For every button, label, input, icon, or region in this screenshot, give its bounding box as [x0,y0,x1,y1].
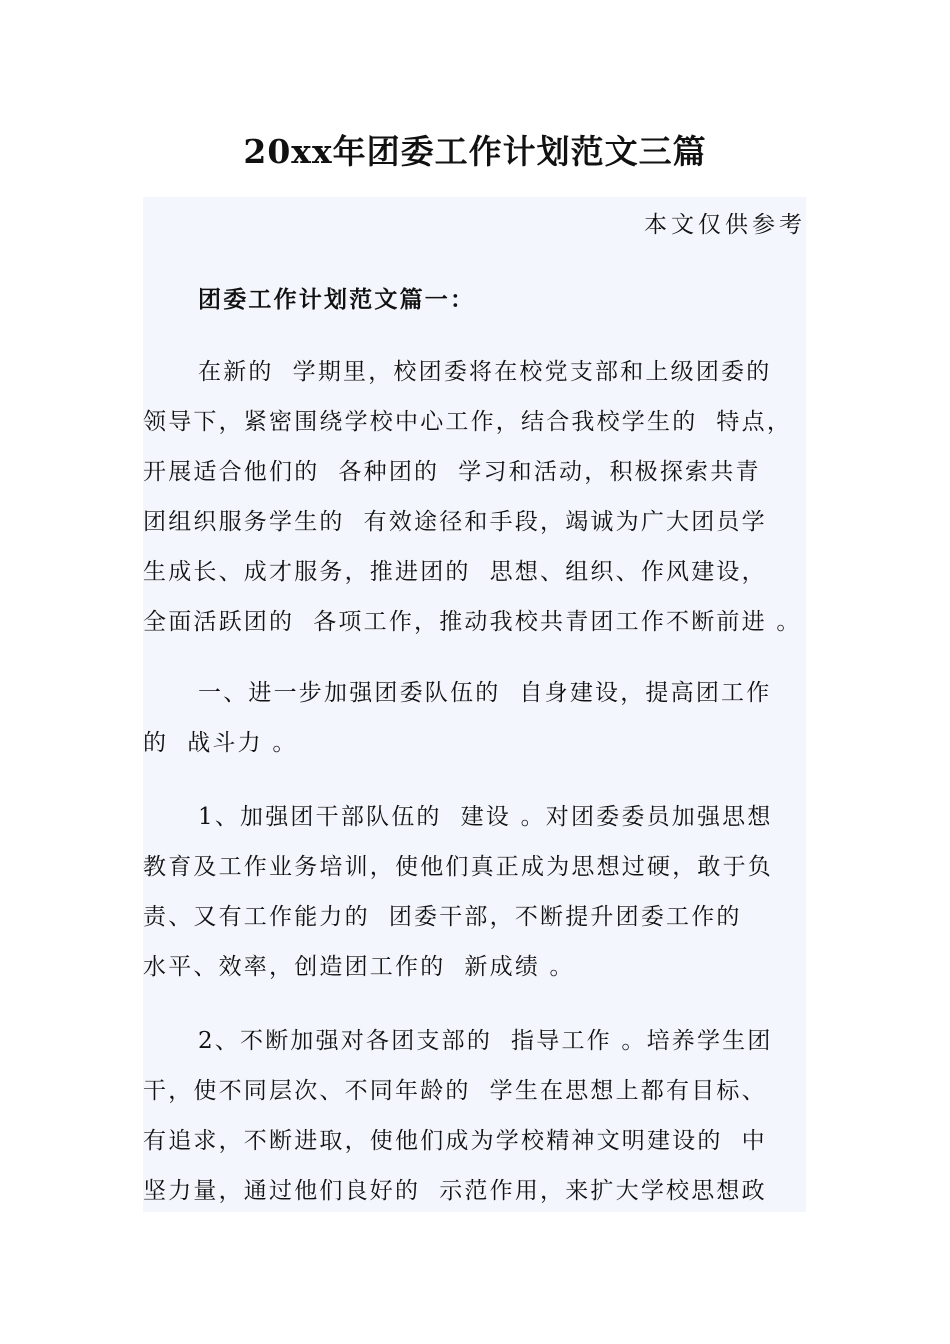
paragraph-line: 团组织服务学生的 有效途径和手段，竭诚为广大团员学 [143,509,767,535]
paragraph-line: 责、又有工作能力的 团委干部，不断提升团委工作的 [143,904,742,930]
document-title: 20xx年团委工作计划范文三篇 [243,132,707,171]
paragraph-line: 全面活跃团的 各项工作，推动我校共青团工作不断前进 。 [143,609,802,635]
paragraph-line: 在新的 学期里，校团委将在校党支部和上级团委的 [198,359,772,385]
paragraph-line: 领导下，紧密围绕学校中心工作，结合我校学生的 特点， [143,409,793,435]
paragraph-line: 开展适合他们的 各种团的 学习和活动，积极探索共青 [143,459,761,485]
section-heading: 团委工作计划范文篇一： [198,286,476,313]
paragraph-line: 干，使不同层次、不同年龄的 学生在思想上都有目标、 [143,1078,767,1104]
paragraph-line: 坚力量，通过他们良好的 示范作用，来扩大学校思想政 [143,1178,767,1204]
paragraph-line: 生成长、成才服务，推进团的 思想、组织、作风建设， [143,559,767,585]
paragraph-line: 2、不断加强对各团支部的 指导工作 。培养学生团 [198,1028,773,1054]
paragraph-line: 1、加强团干部队伍的 建设 。对团委委员加强思想 [198,804,773,830]
reference-note: 本文仅供参考 [644,212,806,238]
paragraph-line: 的 战斗力 。 [143,730,298,756]
paragraph-line: 有追求，不断进取，使他们成为学校精神文明建设的 中 [143,1128,767,1154]
paragraph-line: 一、进一步加强团委队伍的 自身建设，提高团工作 [198,680,772,706]
document-body [143,197,806,1212]
paragraph-line: 教育及工作业务培训，使他们真正成为思想过硬，敢于负 [143,854,773,880]
paragraph-line: 水平、效率，创造团工作的 新成绩 。 [143,954,575,980]
